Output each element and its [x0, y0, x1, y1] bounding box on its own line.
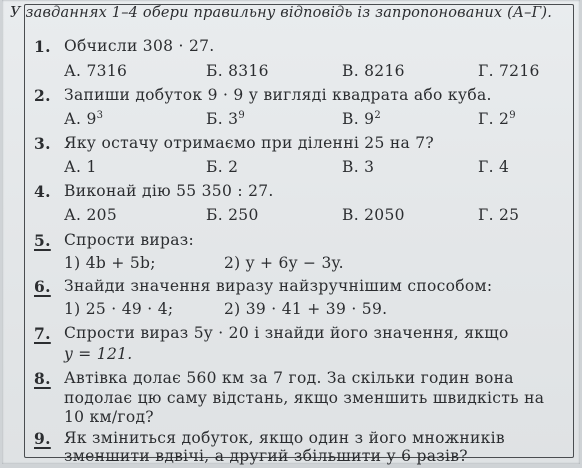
task-number: 5. [34, 231, 51, 250]
task-number: 7. [34, 324, 51, 343]
task-number: 9. [34, 429, 51, 448]
option-b: Б. 250 [206, 206, 259, 224]
option-a: А. $9^3$ [64, 110, 104, 129]
option-d: Г. $2^9$ [478, 110, 516, 129]
option-c: В. $9^2$ [342, 110, 381, 129]
task-text: Спрости вираз 5y · 20 і знайди його значення, якщо [64, 324, 509, 342]
option-a: А. 205 [64, 206, 117, 224]
part-2: 2) y + 6y − 3y. [224, 254, 344, 272]
instructions: У завданнях 1–4 обери правильну відповідь із запропонованих (А–Г). [10, 5, 553, 21]
option-d: Г. 4 [478, 158, 510, 176]
task-text: Обчисли 308 · 27. [64, 37, 215, 55]
task-text: Запиши добуток 9 · 9 у вигляді квадрата або куба. [64, 86, 492, 104]
task-text: y = 121. [64, 345, 133, 363]
task-text: подолає цю саму відстань, якщо зменшить швидкість на [64, 389, 545, 407]
task-number: 4. [34, 182, 51, 201]
task-text: Спрости вираз: [64, 231, 195, 249]
part-2: 2) 39 · 41 + 39 · 59. [224, 300, 388, 318]
part-1: 1) 4b + 5b; [64, 254, 156, 272]
task-number: 6. [34, 277, 51, 296]
task-number: 2. [34, 86, 51, 105]
option-b: Б. 8316 [206, 62, 269, 80]
task-number: 1. [34, 37, 51, 56]
task-text: Автівка долає 560 км за 7 год. За скільки годин вона [64, 369, 514, 387]
task-text: Яку остачу отримаємо при діленні 25 на 7? [64, 134, 435, 152]
option-a: А. 7316 [64, 62, 128, 80]
part-1: 1) 25 · 49 · 4; [64, 300, 174, 318]
task-text: Як зміниться добуток, якщо один з його множників [64, 429, 505, 447]
option-b: Б. $3^9$ [206, 110, 245, 129]
task-text: Виконай дію 55 350 : 27. [64, 182, 274, 200]
option-c: В. 2050 [342, 206, 405, 224]
option-b: Б. 2 [206, 158, 239, 176]
task-text: Знайди значення виразу найзручнішим способом: [64, 277, 493, 295]
option-a: А. 1 [64, 158, 97, 176]
option-c: В. 3 [342, 158, 375, 176]
task-number: 3. [34, 134, 51, 153]
option-d: Г. 25 [478, 206, 520, 224]
option-d: Г. 7216 [478, 62, 540, 80]
option-c: В. 8216 [342, 62, 405, 80]
task-number: 8. [34, 369, 51, 388]
task-text: 10 км/год? [64, 408, 154, 426]
task-text: зменшити вдвічі, а другий збільшити у 6 разів? [64, 447, 468, 465]
